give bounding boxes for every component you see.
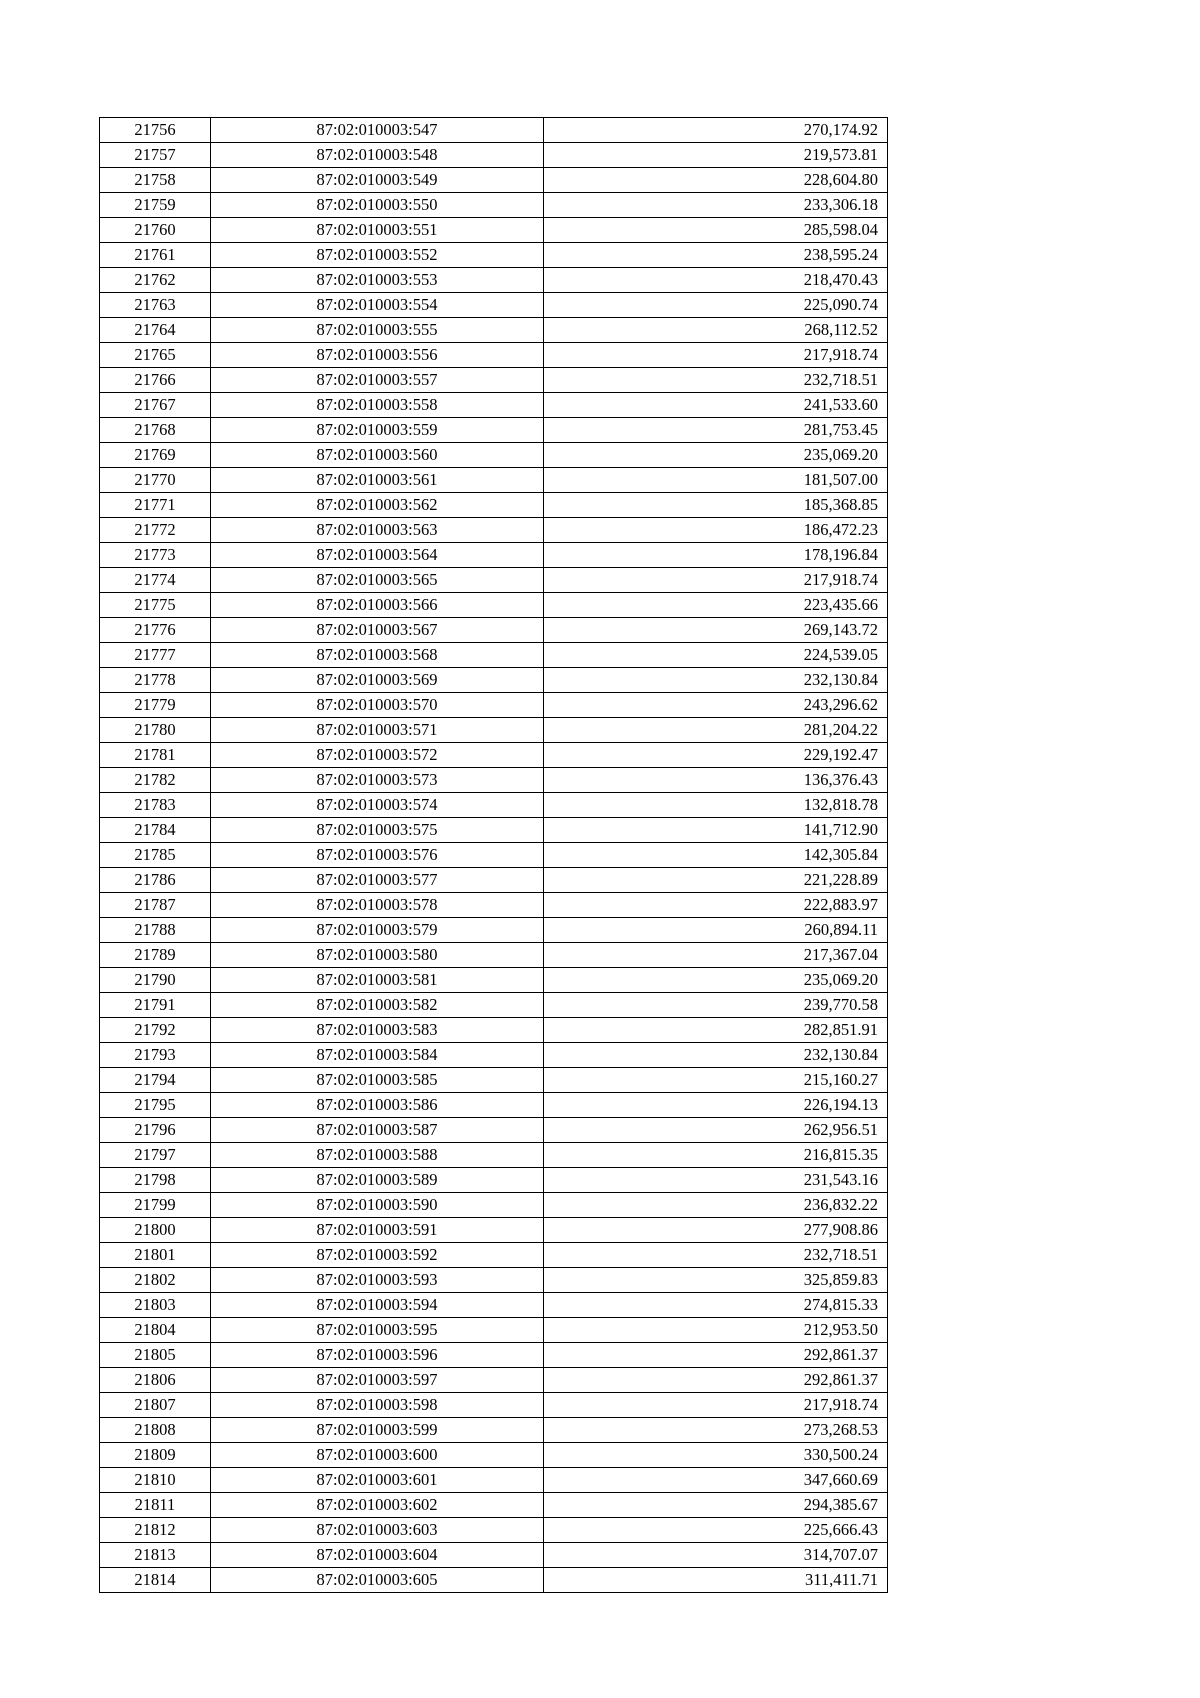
row-number-cell: 21801 xyxy=(100,1243,211,1268)
table-row xyxy=(100,1343,888,1368)
table-row xyxy=(100,693,888,718)
cadastral-number-cell: 87:02:010003:587 xyxy=(211,1118,544,1143)
cadastral-number-cell: 87:02:010003:593 xyxy=(211,1268,544,1293)
value-cell: 260,894.11 xyxy=(544,918,888,943)
row-number-cell: 21805 xyxy=(100,1343,211,1368)
value-cell: 239,770.58 xyxy=(544,993,888,1018)
cadastral-number-cell: 87:02:010003:592 xyxy=(211,1243,544,1268)
table-row xyxy=(100,993,888,1018)
row-number-cell: 21802 xyxy=(100,1268,211,1293)
row-number-cell: 21781 xyxy=(100,743,211,768)
table-row xyxy=(100,1143,888,1168)
row-number-cell: 21784 xyxy=(100,818,211,843)
table-row xyxy=(100,1243,888,1268)
row-number-cell: 21782 xyxy=(100,768,211,793)
value-cell: 226,194.13 xyxy=(544,1093,888,1118)
value-cell: 178,196.84 xyxy=(544,543,888,568)
table-row xyxy=(100,268,888,293)
table-row xyxy=(100,593,888,618)
value-cell: 268,112.52 xyxy=(544,318,888,343)
row-number-cell: 21793 xyxy=(100,1043,211,1068)
table-row xyxy=(100,568,888,593)
row-number-cell: 21772 xyxy=(100,518,211,543)
value-cell: 181,507.00 xyxy=(544,468,888,493)
value-cell: 225,090.74 xyxy=(544,293,888,318)
value-cell: 281,204.22 xyxy=(544,718,888,743)
table-row xyxy=(100,718,888,743)
table-row xyxy=(100,1268,888,1293)
value-cell: 347,660.69 xyxy=(544,1468,888,1493)
table-row xyxy=(100,368,888,393)
cadastral-number-cell: 87:02:010003:570 xyxy=(211,693,544,718)
cadastral-number-cell: 87:02:010003:595 xyxy=(211,1318,544,1343)
value-cell: 325,859.83 xyxy=(544,1268,888,1293)
row-number-cell: 21792 xyxy=(100,1018,211,1043)
value-cell: 292,861.37 xyxy=(544,1368,888,1393)
table-row xyxy=(100,893,888,918)
row-number-cell: 21771 xyxy=(100,493,211,518)
cadastral-number-cell: 87:02:010003:548 xyxy=(211,143,544,168)
cadastral-number-cell: 87:02:010003:553 xyxy=(211,268,544,293)
value-cell: 270,174.92 xyxy=(544,118,888,143)
cadastral-number-cell: 87:02:010003:605 xyxy=(211,1568,544,1593)
value-cell: 217,918.74 xyxy=(544,343,888,368)
table-row xyxy=(100,393,888,418)
cadastral-number-cell: 87:02:010003:602 xyxy=(211,1493,544,1518)
row-number-cell: 21757 xyxy=(100,143,211,168)
table-row xyxy=(100,793,888,818)
row-number-cell: 21789 xyxy=(100,943,211,968)
row-number-cell: 21761 xyxy=(100,243,211,268)
row-number-cell: 21770 xyxy=(100,468,211,493)
row-number-cell: 21775 xyxy=(100,593,211,618)
cadastral-number-cell: 87:02:010003:560 xyxy=(211,443,544,468)
table-row xyxy=(100,1068,888,1093)
table-row xyxy=(100,1368,888,1393)
cadastral-number-cell: 87:02:010003:566 xyxy=(211,593,544,618)
row-number-cell: 21763 xyxy=(100,293,211,318)
row-number-cell: 21773 xyxy=(100,543,211,568)
value-cell: 231,543.16 xyxy=(544,1168,888,1193)
cadastral-number-cell: 87:02:010003:598 xyxy=(211,1393,544,1418)
table-row xyxy=(100,418,888,443)
row-number-cell: 21776 xyxy=(100,618,211,643)
row-number-cell: 21759 xyxy=(100,193,211,218)
cadastral-number-cell: 87:02:010003:596 xyxy=(211,1343,544,1368)
value-cell: 282,851.91 xyxy=(544,1018,888,1043)
row-number-cell: 21803 xyxy=(100,1293,211,1318)
row-number-cell: 21756 xyxy=(100,118,211,143)
cadastral-number-cell: 87:02:010003:547 xyxy=(211,118,544,143)
value-cell: 217,367.04 xyxy=(544,943,888,968)
value-cell: 285,598.04 xyxy=(544,218,888,243)
table-row xyxy=(100,918,888,943)
value-cell: 217,918.74 xyxy=(544,568,888,593)
table-row xyxy=(100,1468,888,1493)
value-cell: 281,753.45 xyxy=(544,418,888,443)
table-row xyxy=(100,1118,888,1143)
cadastral-number-cell: 87:02:010003:577 xyxy=(211,868,544,893)
table-row xyxy=(100,1168,888,1193)
cadastral-number-cell: 87:02:010003:574 xyxy=(211,793,544,818)
cadastral-number-cell: 87:02:010003:575 xyxy=(211,818,544,843)
cadastral-number-cell: 87:02:010003:582 xyxy=(211,993,544,1018)
row-number-cell: 21767 xyxy=(100,393,211,418)
cadastral-number-cell: 87:02:010003:601 xyxy=(211,1468,544,1493)
value-cell: 219,573.81 xyxy=(544,143,888,168)
cadastral-number-cell: 87:02:010003:549 xyxy=(211,168,544,193)
value-cell: 228,604.80 xyxy=(544,168,888,193)
cadastral-number-cell: 87:02:010003:552 xyxy=(211,243,544,268)
table-row xyxy=(100,868,888,893)
cadastral-number-cell: 87:02:010003:585 xyxy=(211,1068,544,1093)
table-row xyxy=(100,1393,888,1418)
table-body xyxy=(100,118,888,1593)
cadastral-number-cell: 87:02:010003:579 xyxy=(211,918,544,943)
cadastral-number-cell: 87:02:010003:594 xyxy=(211,1293,544,1318)
row-number-cell: 21810 xyxy=(100,1468,211,1493)
value-cell: 218,470.43 xyxy=(544,268,888,293)
row-number-cell: 21811 xyxy=(100,1493,211,1518)
table-row xyxy=(100,1318,888,1343)
value-cell: 269,143.72 xyxy=(544,618,888,643)
table-row xyxy=(100,1218,888,1243)
value-cell: 243,296.62 xyxy=(544,693,888,718)
cadastral-number-cell: 87:02:010003:569 xyxy=(211,668,544,693)
row-number-cell: 21762 xyxy=(100,268,211,293)
table-row xyxy=(100,618,888,643)
cadastral-number-cell: 87:02:010003:603 xyxy=(211,1518,544,1543)
value-cell: 142,305.84 xyxy=(544,843,888,868)
table-row xyxy=(100,668,888,693)
cadastral-number-cell: 87:02:010003:555 xyxy=(211,318,544,343)
row-number-cell: 21798 xyxy=(100,1168,211,1193)
table-row xyxy=(100,518,888,543)
table-row xyxy=(100,243,888,268)
row-number-cell: 21812 xyxy=(100,1518,211,1543)
table-row xyxy=(100,818,888,843)
value-cell: 221,228.89 xyxy=(544,868,888,893)
cadastral-number-cell: 87:02:010003:568 xyxy=(211,643,544,668)
table-row xyxy=(100,743,888,768)
table-row xyxy=(100,343,888,368)
row-number-cell: 21809 xyxy=(100,1443,211,1468)
value-cell: 294,385.67 xyxy=(544,1493,888,1518)
row-number-cell: 21768 xyxy=(100,418,211,443)
value-cell: 235,069.20 xyxy=(544,443,888,468)
row-number-cell: 21813 xyxy=(100,1543,211,1568)
row-number-cell: 21788 xyxy=(100,918,211,943)
table-row xyxy=(100,1093,888,1118)
cadastral-number-cell: 87:02:010003:557 xyxy=(211,368,544,393)
value-cell: 311,411.71 xyxy=(544,1568,888,1593)
value-cell: 232,718.51 xyxy=(544,1243,888,1268)
row-number-cell: 21760 xyxy=(100,218,211,243)
row-number-cell: 21814 xyxy=(100,1568,211,1593)
row-number-cell: 21795 xyxy=(100,1093,211,1118)
table-row xyxy=(100,1543,888,1568)
table-row xyxy=(100,493,888,518)
cadastral-number-cell: 87:02:010003:604 xyxy=(211,1543,544,1568)
cadastral-number-cell: 87:02:010003:599 xyxy=(211,1418,544,1443)
value-cell: 292,861.37 xyxy=(544,1343,888,1368)
value-cell: 277,908.86 xyxy=(544,1218,888,1243)
cadastral-number-cell: 87:02:010003:583 xyxy=(211,1018,544,1043)
value-cell: 223,435.66 xyxy=(544,593,888,618)
row-number-cell: 21780 xyxy=(100,718,211,743)
value-cell: 225,666.43 xyxy=(544,1518,888,1543)
table-row xyxy=(100,1018,888,1043)
table-row xyxy=(100,468,888,493)
table-row xyxy=(100,1293,888,1318)
cadastral-number-cell: 87:02:010003:571 xyxy=(211,718,544,743)
table-row xyxy=(100,168,888,193)
cadastral-number-cell: 87:02:010003:564 xyxy=(211,543,544,568)
value-cell: 217,918.74 xyxy=(544,1393,888,1418)
value-cell: 238,595.24 xyxy=(544,243,888,268)
cadastral-number-cell: 87:02:010003:590 xyxy=(211,1193,544,1218)
data-table xyxy=(99,117,888,1593)
value-cell: 212,953.50 xyxy=(544,1318,888,1343)
cadastral-number-cell: 87:02:010003:559 xyxy=(211,418,544,443)
table-row xyxy=(100,318,888,343)
row-number-cell: 21800 xyxy=(100,1218,211,1243)
value-cell: 314,707.07 xyxy=(544,1543,888,1568)
value-cell: 222,883.97 xyxy=(544,893,888,918)
cadastral-number-cell: 87:02:010003:591 xyxy=(211,1218,544,1243)
row-number-cell: 21774 xyxy=(100,568,211,593)
value-cell: 241,533.60 xyxy=(544,393,888,418)
cadastral-number-cell: 87:02:010003:586 xyxy=(211,1093,544,1118)
value-cell: 274,815.33 xyxy=(544,1293,888,1318)
table-row xyxy=(100,943,888,968)
table-row xyxy=(100,218,888,243)
row-number-cell: 21769 xyxy=(100,443,211,468)
value-cell: 232,130.84 xyxy=(544,1043,888,1068)
table-row xyxy=(100,118,888,143)
cadastral-number-cell: 87:02:010003:558 xyxy=(211,393,544,418)
table-row xyxy=(100,968,888,993)
row-number-cell: 21758 xyxy=(100,168,211,193)
value-cell: 273,268.53 xyxy=(544,1418,888,1443)
row-number-cell: 21787 xyxy=(100,893,211,918)
value-cell: 330,500.24 xyxy=(544,1443,888,1468)
value-cell: 136,376.43 xyxy=(544,768,888,793)
table-row xyxy=(100,1043,888,1068)
cadastral-number-cell: 87:02:010003:567 xyxy=(211,618,544,643)
row-number-cell: 21785 xyxy=(100,843,211,868)
cadastral-number-cell: 87:02:010003:550 xyxy=(211,193,544,218)
cadastral-number-cell: 87:02:010003:588 xyxy=(211,1143,544,1168)
row-number-cell: 21808 xyxy=(100,1418,211,1443)
row-number-cell: 21806 xyxy=(100,1368,211,1393)
cadastral-number-cell: 87:02:010003:581 xyxy=(211,968,544,993)
cadastral-number-cell: 87:02:010003:562 xyxy=(211,493,544,518)
table-row xyxy=(100,1493,888,1518)
value-cell: 262,956.51 xyxy=(544,1118,888,1143)
value-cell: 236,832.22 xyxy=(544,1193,888,1218)
table-row xyxy=(100,768,888,793)
table-row xyxy=(100,1443,888,1468)
cadastral-number-cell: 87:02:010003:589 xyxy=(211,1168,544,1193)
table-row xyxy=(100,443,888,468)
table-row xyxy=(100,1418,888,1443)
row-number-cell: 21783 xyxy=(100,793,211,818)
table-row xyxy=(100,543,888,568)
cadastral-number-cell: 87:02:010003:580 xyxy=(211,943,544,968)
cadastral-number-cell: 87:02:010003:578 xyxy=(211,893,544,918)
value-cell: 232,130.84 xyxy=(544,668,888,693)
value-cell: 224,539.05 xyxy=(544,643,888,668)
value-cell: 185,368.85 xyxy=(544,493,888,518)
value-cell: 235,069.20 xyxy=(544,968,888,993)
row-number-cell: 21778 xyxy=(100,668,211,693)
row-number-cell: 21797 xyxy=(100,1143,211,1168)
row-number-cell: 21796 xyxy=(100,1118,211,1143)
value-cell: 141,712.90 xyxy=(544,818,888,843)
value-cell: 216,815.35 xyxy=(544,1143,888,1168)
cadastral-number-cell: 87:02:010003:600 xyxy=(211,1443,544,1468)
table-row xyxy=(100,843,888,868)
cadastral-number-cell: 87:02:010003:573 xyxy=(211,768,544,793)
cadastral-number-cell: 87:02:010003:565 xyxy=(211,568,544,593)
row-number-cell: 21765 xyxy=(100,343,211,368)
cadastral-number-cell: 87:02:010003:563 xyxy=(211,518,544,543)
table-row xyxy=(100,193,888,218)
cadastral-number-cell: 87:02:010003:561 xyxy=(211,468,544,493)
cadastral-number-cell: 87:02:010003:584 xyxy=(211,1043,544,1068)
row-number-cell: 21794 xyxy=(100,1068,211,1093)
row-number-cell: 21766 xyxy=(100,368,211,393)
row-number-cell: 21764 xyxy=(100,318,211,343)
row-number-cell: 21777 xyxy=(100,643,211,668)
table-row xyxy=(100,1193,888,1218)
row-number-cell: 21791 xyxy=(100,993,211,1018)
cadastral-number-cell: 87:02:010003:554 xyxy=(211,293,544,318)
cadastral-number-cell: 87:02:010003:576 xyxy=(211,843,544,868)
value-cell: 215,160.27 xyxy=(544,1068,888,1093)
value-cell: 229,192.47 xyxy=(544,743,888,768)
value-cell: 186,472.23 xyxy=(544,518,888,543)
value-cell: 232,718.51 xyxy=(544,368,888,393)
cadastral-number-cell: 87:02:010003:597 xyxy=(211,1368,544,1393)
cadastral-number-cell: 87:02:010003:556 xyxy=(211,343,544,368)
table-row xyxy=(100,1518,888,1543)
row-number-cell: 21779 xyxy=(100,693,211,718)
cadastral-number-cell: 87:02:010003:551 xyxy=(211,218,544,243)
table-row xyxy=(100,293,888,318)
table-row xyxy=(100,143,888,168)
value-cell: 132,818.78 xyxy=(544,793,888,818)
row-number-cell: 21790 xyxy=(100,968,211,993)
row-number-cell: 21804 xyxy=(100,1318,211,1343)
table-row xyxy=(100,1568,888,1593)
value-cell: 233,306.18 xyxy=(544,193,888,218)
row-number-cell: 21786 xyxy=(100,868,211,893)
table-row xyxy=(100,643,888,668)
row-number-cell: 21807 xyxy=(100,1393,211,1418)
row-number-cell: 21799 xyxy=(100,1193,211,1218)
cadastral-number-cell: 87:02:010003:572 xyxy=(211,743,544,768)
